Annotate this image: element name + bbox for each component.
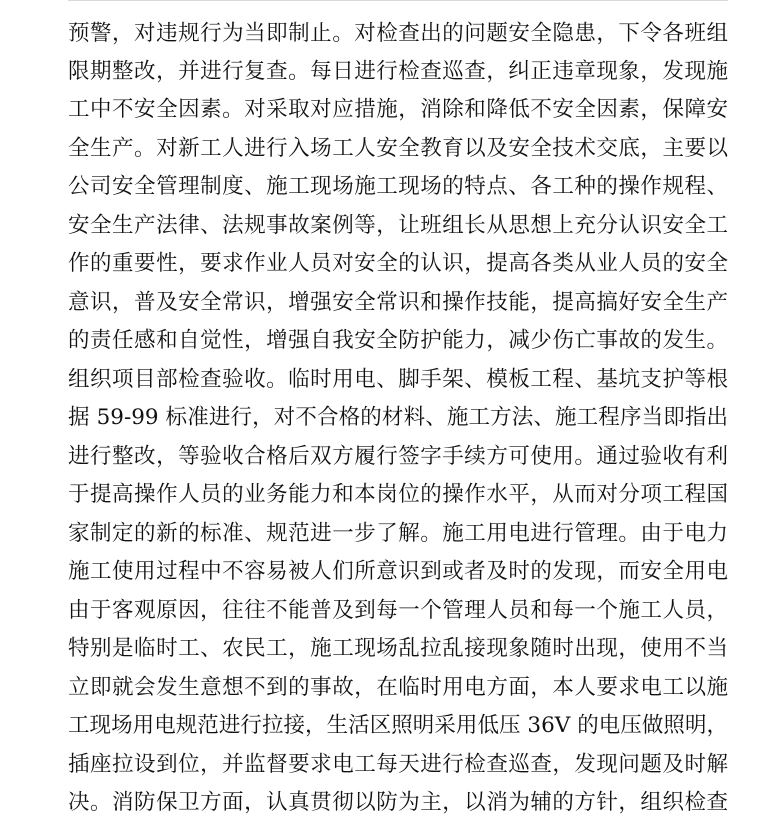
text-line: 工中不安全因素。对采取对应措施，消除和降低不安全因素，保障安 bbox=[68, 97, 728, 122]
text-line: 插座拉设到位，并监督要求电工每天进行检查巡查，发现问题及时解 bbox=[68, 752, 728, 777]
text-line: 组织项目部检查验收。临时用电、脚手架、模板工程、基坑支护等根 bbox=[68, 367, 728, 392]
text-line: 家制定的新的标准、规范进一步了解。施工用电进行管理。由于电力 bbox=[68, 521, 728, 546]
text-line: 的责任感和自觉性，增强自我安全防护能力，减少伤亡事故的发生。 bbox=[68, 328, 728, 353]
text-line: 于提高操作人员的业务能力和本岗位的操作水平，从而对分项工程国 bbox=[68, 482, 728, 507]
text-line: 工现场用电规范进行拉接，生活区照明采用低压 36V 的电压做照明， bbox=[68, 713, 728, 738]
text-line: 作的重要性，要求作业人员对安全的认识，提高各类从业人员的安全 bbox=[68, 251, 728, 276]
text-line: 意识，普及安全常识，增强安全常识和操作技能，提高搞好安全生产 bbox=[68, 290, 728, 315]
text-line: 预警，对违规行为当即制止。对检查出的问题安全隐患，下令各班组 bbox=[68, 21, 728, 46]
text-line: 据 59-99 标准进行，对不合格的材料、施工方法、施工程序当即指出 bbox=[68, 405, 728, 430]
text-line: 由于客观原因，往往不能普及到每一个管理人员和每一个施工人员， bbox=[68, 598, 728, 623]
text-line: 安全生产法律、法规事故案例等，让班组长从思想上充分认识安全工 bbox=[68, 213, 728, 238]
text-line: 进行整改，等验收合格后双方履行签字手续方可使用。通过验收有利 bbox=[68, 444, 728, 469]
text-line: 施工使用过程中不容易被人们所意识到或者及时的发现，而安全用电 bbox=[68, 559, 728, 584]
text-line: 限期整改，并进行复查。每日进行检查巡查，纠正违章现象，发现施 bbox=[68, 59, 728, 84]
document-page bbox=[68, 0, 728, 826]
text-line: 公司安全管理制度、施工现场施工现场的特点、各工种的操作规程、 bbox=[68, 174, 728, 199]
text-line: 决。消防保卫方面，认真贯彻以防为主，以消为辅的方针，组织检查 bbox=[68, 790, 728, 815]
text-line: 特别是临时工、农民工，施工现场乱拉乱接现象随时出现，使用不当 bbox=[68, 636, 728, 661]
text-line: 全生产。对新工人进行入场工人安全教育以及安全技术交底，主要以 bbox=[68, 136, 728, 161]
text-line: 立即就会发生意想不到的事故，在临时用电方面，本人要求电工以施 bbox=[68, 675, 728, 700]
